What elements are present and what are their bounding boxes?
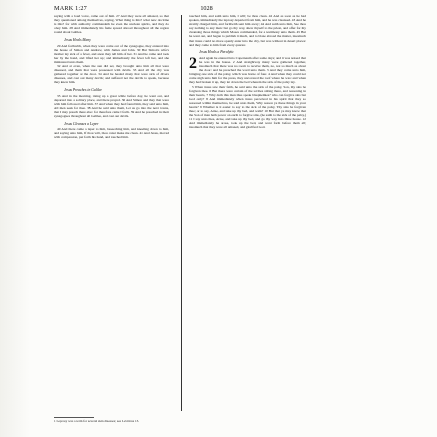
section-heading: Jesus Preaches in Galilee — [64, 88, 103, 92]
verse-paragraph: 29 And forthwith, when they were come out of the synagogue, they entered into the house of Simon and Andrew, with James and John. 30 But Simon's wife's mother lay sick of a fever, and anon they tell him of her. 31 And he came and took her by the hand, and lifted her up; and immediately the fever left her, and she ministered unto them. — [54, 43, 169, 64]
verse-paragraph: 35 And in the morning, rising up a great while before day, he went out, and departed into a solitary place, and there prayed. 36 And Simon and they that were with him followed after him. 37 And when they had found him, they said unto him, All men seek for thee. 38 And he said unto them, Let us go into the next towns, that I may preach there also: for therefore came I forth. 39 And he preached in their synagogues throughout all Galilee, and cast out devils. — [54, 93, 169, 119]
column-divider — [181, 15, 182, 411]
running-header — [54, 4, 359, 14]
verse-paragraph: 32 And at even, when the sun did set, they brought unto him all that were diseased, and them that were possessed with devils. 33 And all the city was gathered together at the door. 34 And he healed many that were sick of divers diseases, and cast out many devils; and suffered not the devils to speak, because they knew him. — [54, 64, 169, 85]
page-number: 1028 — [200, 5, 213, 12]
footnote: 1 Leprosy was a term for several skin diseases; see Leviticus 13. — [54, 419, 140, 423]
verse-paragraph: 40 And there came a leper to him, beseeching him, and kneeling down to him, and saying unto him, If thou wilt, thou canst make me clean. 41 And Jesus, moved with compassion, put forth his hand, and touched him. — [54, 127, 169, 140]
footnote-rule — [54, 417, 94, 418]
section-heading: Jesus Heals Many — [64, 37, 91, 42]
section-heading: Jesus Heals a Paralytic — [199, 50, 234, 55]
text-column-left — [54, 14, 169, 412]
verse-paragraph: 5 When Jesus saw their faith, he said unto the sick of the palsy, Son, thy sins be forgiven thee. 6 But there were certain of the scribes sitting there, and reasoning in their hearts, 7 Why doth this man thus speak blasphemies? who can forgive sins but God only? 8 And immediately when Jesus perceived in his spirit that they so reasoned within themselves, he said unto them, Why reason ye these things in your hearts? 9 Whether is it easier to say to the sick of the palsy, Thy sins be forgiven thee; or to say, Arise, and take up thy bed, and walk? 10 But that ye may know that the Son of man hath power on earth to forgive sins, (he saith to the sick of the palsy,) 11 I say unto thee, Arise, and take up thy bed, and go thy way into thine house. 12 And immediately he arose, took up the bed, and went forth before them all; insomuch that they were all amazed, and glorified God. — [189, 84, 306, 130]
verse-paragraph: touched him, and saith unto him, I will; be thou clean. 42 And as soon as he had spoken, immediately the leprosy departed from him, and he was cleansed. 43 And he straitly charged him, and forthwith sent him away; 44 And saith unto him, See thou say nothing to any man: but go thy way, shew thyself to the priest, and offer for thy cleansing those things which Moses commanded, for a testimony unto them. 45 But he went out, and began to publish it much, and to blaze abroad the matter, insomuch that Jesus could no more openly enter into the city, but was without in desert places: and they came to him from every quarter. — [189, 14, 306, 47]
chapter-text: And again he entered into Capernaum after some days; and it was noised that he was in the house. 2 And straightway many were gathered together, insomuch that there was no room to receive them, no, not so much as about the door: and he preached the word unto them. 3 And they come unto him, bringing one sick of the palsy, which was borne of four. 4 And when they could not come nigh unto him for the press, they uncovered the roof where he was: and when they had broken it up, they let down the bed wherein the sick of the palsy lay. — [189, 55, 306, 85]
chapter-paragraph — [189, 56, 306, 85]
section-heading: Jesus Cleanses a Leper — [64, 121, 99, 126]
verse-paragraph: saying with a loud voice, came out of him. 27 And they were all amazed, so that they questioned among themselves, saying, What thing is this? what new doctrine is this? for with authority commandeth he even the unclean spirits, and they do obey him. 28 And immediately his fame spread abroad throughout all the region round about Galilee. — [54, 14, 169, 35]
text-column-right — [189, 14, 306, 412]
page-gutter-shadow — [0, 0, 30, 437]
header-reference: MARK 1:27 — [54, 5, 87, 12]
chapter-number: 2 — [189, 54, 197, 72]
